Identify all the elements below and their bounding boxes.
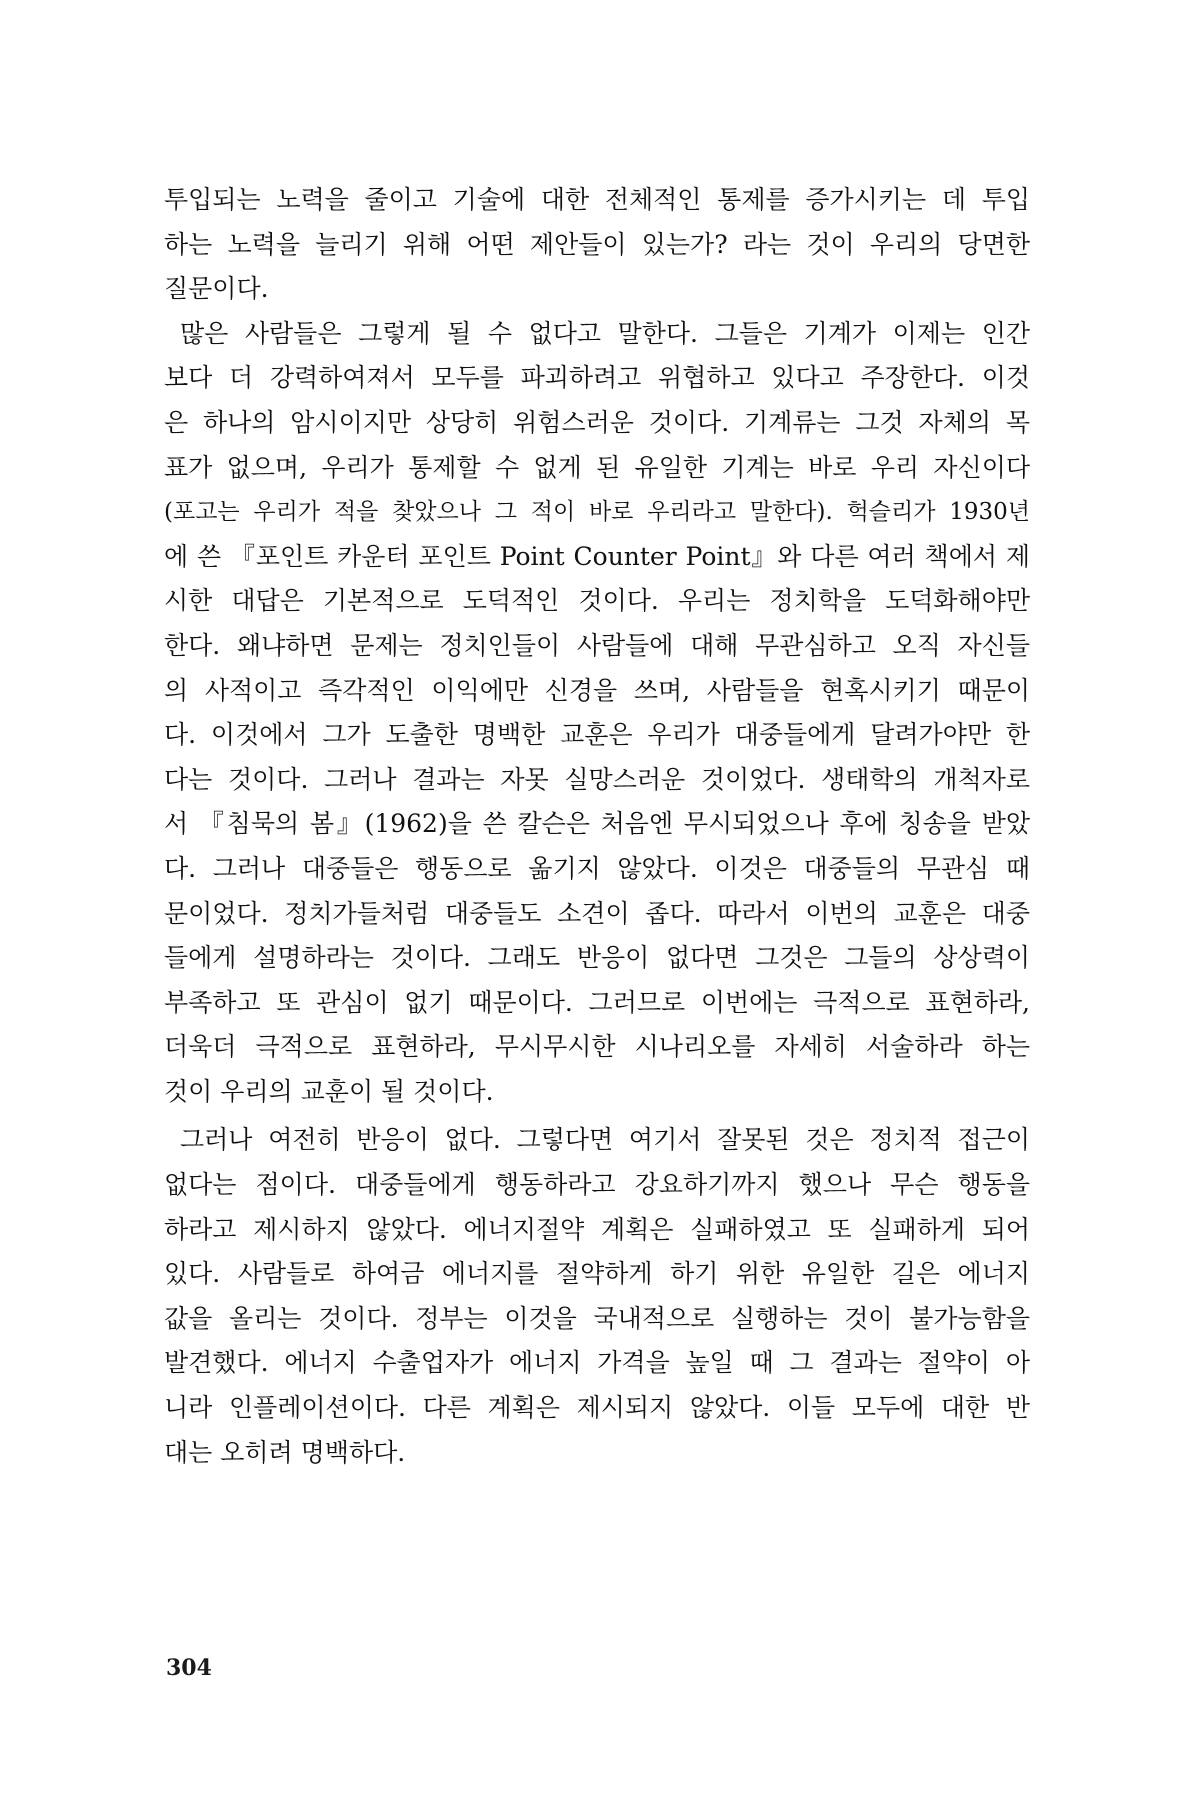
text-line: (포고는 우리가 적을 찾았으나 그 적이 바로 우리라고 말한다). 헉슬리가 1930년 [164, 499, 1030, 526]
text-line: 다. 그러나 대중들은 행동으로 옮기지 않았다. 이것은 대중들의 무관심 때 [164, 853, 1030, 883]
text-line: 의 사적이고 즉각적인 이익에만 신경을 쓰며, 사람들을 현혹시키기 때문이 [164, 675, 1030, 705]
paragraph-2 [164, 312, 1030, 1115]
text-line: 니라 인플레이션이다. 다른 계획은 제시되지 않았다. 이들 모두에 대한 반 [164, 1393, 1030, 1423]
text-line: 투입되는 노력을 줄이고 기술에 대한 전체적인 통제를 증가시키는 데 투입 [164, 185, 1030, 214]
text-line: 대는 오히려 명백하다. [164, 1437, 406, 1467]
text-line: 시한 대답은 기본적으로 도덕적인 것이다. 우리는 정치학을 도덕화해야만 [164, 586, 1030, 616]
text-line: 질문이다. [164, 274, 269, 304]
text-line: 하는 노력을 늘리기 위해 어떤 제안들이 있는가? 라는 것이 우리의 당면한 [164, 229, 1030, 259]
text-line: 문이었다. 정치가들처럼 대중들도 소견이 좁다. 따라서 이번의 교훈은 대중 [164, 898, 1030, 928]
text-line: 더욱더 극적으로 표현하라, 무시무시한 시나리오를 자세히 서술하라 하는 [164, 1032, 1030, 1062]
text-line: 부족하고 또 관심이 없기 때문이다. 그러므로 이번에는 극적으로 표현하라, [164, 987, 1030, 1017]
text-line: 발견했다. 에너지 수출업자가 에너지 가격을 높일 때 그 결과는 절약이 아 [164, 1348, 1030, 1378]
text-line: 값을 올리는 것이다. 정부는 이것을 국내적으로 실행하는 것이 불가능함을 [164, 1303, 1030, 1333]
text-line: 것이 우리의 교훈이 될 것이다. [164, 1076, 494, 1106]
text-line: 서 『침묵의 봄』(1962)을 쓴 칼슨은 처음엔 무시되었으나 후에 칭송을 받았 [164, 809, 1030, 839]
page-number: 304 [166, 1655, 212, 1681]
body-text [164, 178, 1030, 1475]
text-line: 보다 더 강력하여져서 모두를 파괴하려고 위협하고 있다고 주장한다. 이것 [164, 363, 1030, 393]
text-line: 은 하나의 암시이지만 상당히 위험스러운 것이다. 기계류는 그것 자체의 목 [164, 407, 1030, 437]
text-line: 있다. 사람들로 하여금 에너지를 절약하게 하기 위한 유일한 길은 에너지 [164, 1259, 1030, 1289]
paragraph-3 [164, 1118, 1030, 1475]
text-line: 많은 사람들은 그렇게 될 수 없다고 말한다. 그들은 기계가 이제는 인간 [180, 318, 1030, 348]
text-line: 에 쓴 『포인트 카운터 포인트 Point Counter Point』와 다른 여러 책에서 제 [164, 541, 1030, 571]
text-line: 표가 없으며, 우리가 통제할 수 없게 된 유일한 기계는 바로 우리 자신이다 [164, 452, 1030, 482]
text-line: 들에게 설명하라는 것이다. 그래도 반응이 없다면 그것은 그들의 상상력이 [164, 943, 1030, 973]
text-line: 하라고 제시하지 않았다. 에너지절약 계획은 실패하였고 또 실패하게 되어 [164, 1214, 1030, 1244]
text-line: 없다는 점이다. 대중들에게 행동하라고 강요하기까지 했으나 무슨 행동을 [164, 1170, 1030, 1200]
text-line: 다. 이것에서 그가 도출한 명백한 교훈은 우리가 대중들에게 달려가야만 한 [164, 720, 1030, 750]
text-line: 그러나 여전히 반응이 없다. 그렇다면 여기서 잘못된 것은 정치적 접근이 [180, 1125, 1030, 1155]
paragraph-1 [164, 178, 1030, 312]
text-line: 한다. 왜냐하면 문제는 정치인들이 사람들에 대해 무관심하고 오직 자신들 [164, 630, 1030, 660]
text-line: 다는 것이다. 그러나 결과는 자못 실망스러운 것이었다. 생태학의 개척자로 [164, 764, 1030, 794]
